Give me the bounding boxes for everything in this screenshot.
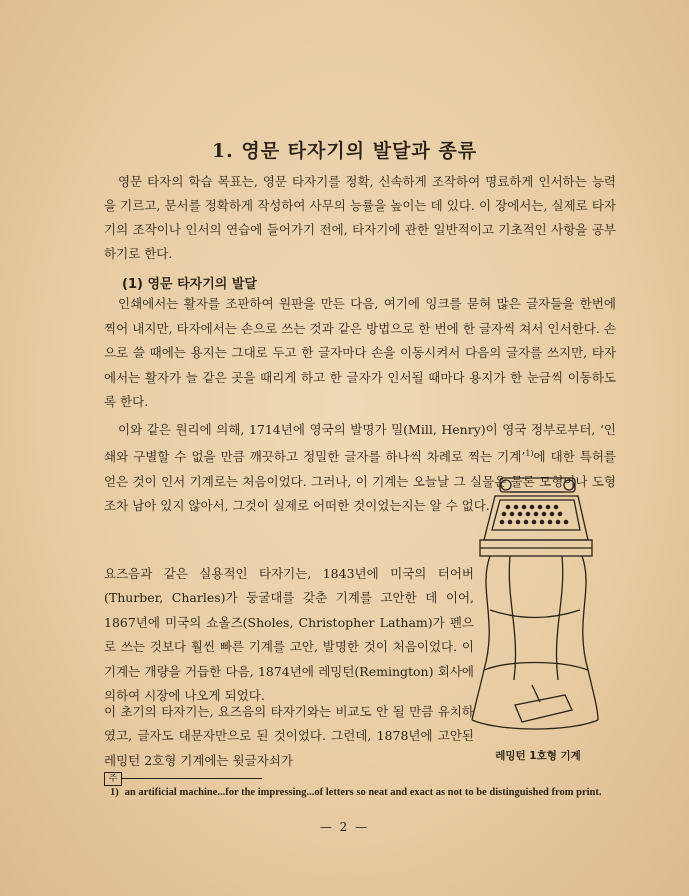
paragraph-printing bbox=[104, 292, 616, 415]
remington-typewriter-illustration bbox=[470, 470, 600, 740]
paragraph-thurber bbox=[104, 562, 474, 708]
footnote bbox=[110, 786, 610, 799]
footnote-text: an artificial machine...for the impressing...of letters so neat and exact as not to be distinguished from print. bbox=[124, 787, 602, 798]
paragraph-early-text: 이 초기의 타자기는, 요즈음의 타자기와는 비교도 안 될 만큼 유치하였고, 글자도 대문자만으로 된 것이었다. 그런데, 1878년에 고안된 레밍턴 2호형 기계에는 윗글자쇠가 bbox=[104, 704, 474, 768]
note-label-box: 주 bbox=[104, 772, 122, 786]
paragraph-mill-text: 이와 같은 원리에 의해, 1714년에 영국의 발명가 밀(Mill, Henry)이 영국 정부로부터, ‘인쇄와 구별할 수 없을 만큼 깨끗하고 정밀한 글자를 하나씩 차례로 찍는 기계’ bbox=[104, 422, 616, 465]
figure-caption: 레밍턴 1호형 기계 bbox=[495, 750, 581, 762]
footnote-ref: 1) bbox=[525, 449, 534, 459]
footnote-number: 1) bbox=[110, 787, 119, 798]
intro-paragraph bbox=[104, 170, 616, 266]
paragraph-thurber-text: 요즈음과 같은 실용적인 타자기는, 1843년에 미국의 터어버(Thurber, Charles)가 둥굴대를 갖춘 기계를 고안한 데 이어, 1867년에 미국의 쇼올즈(Sholes, Christopher Latham)가 펜으로 쓰는 것보다 훨씬 빠른 기계를 고안, 발명한 것이 처음이었다. 이 기계는 개량을 거듭한 다음, 1874년에 레밍턴(Remington) 회사에 의하여 시장에 나오게 되었다. bbox=[104, 566, 474, 704]
chapter-title: 1. 영문 타자기의 발달과 종류 bbox=[211, 140, 478, 162]
section-heading: (1) 영문 타자기의 발달 bbox=[122, 277, 257, 292]
paragraph-early-typewriter bbox=[104, 700, 474, 773]
paragraph-printing-text: 인쇄에서는 활자를 조판하여 원판을 만든 다음, 여기에 잉크를 묻혀 많은 글자들을 한번에 찍어 내지만, 타자에서는 손으로 쓰는 것과 같은 방법으로 한 번에 한 글자씩 쳐서 인서한다. 손으로 쓸 때에는 용지는 그대로 두고 한 글자마다 손을 이동시켜서 다음의 글자를 쓰지만, 타자에서는 활자가 늘 같은 곳을 때리게 하고 한 글자가 인서될 때마다 용지가 한 눈금씩 이동하도록 한다. bbox=[104, 296, 616, 410]
page-number: — 2 — bbox=[319, 820, 370, 834]
paragraph-mill-rest: 에 대한 특허를 얻은 것이 인서 기계로는 처음이었다. 그러나, 이 기계는 오늘날 그 실물은 물론 모형이나 도형조차 남아 있지 않아서, 그것이 실제로 어떠한 것이었는지는 알 수 없다. bbox=[104, 449, 616, 514]
footnote-separator bbox=[122, 778, 262, 779]
intro-text: 영문 타자의 학습 목표는, 영문 타자기를 정확, 신속하게 조작하여 명료하게 인서하는 능력을 기르고, 문서를 정확하게 작성하여 사무의 능률을 높이는 데 있다. 이 장에서는, 실제로 타자기의 조작이나 인서의 연습에 들어가기 전에, 타자기에 관한 일반적이고 기초적인 사항을 공부하기로 한다. bbox=[104, 174, 616, 261]
